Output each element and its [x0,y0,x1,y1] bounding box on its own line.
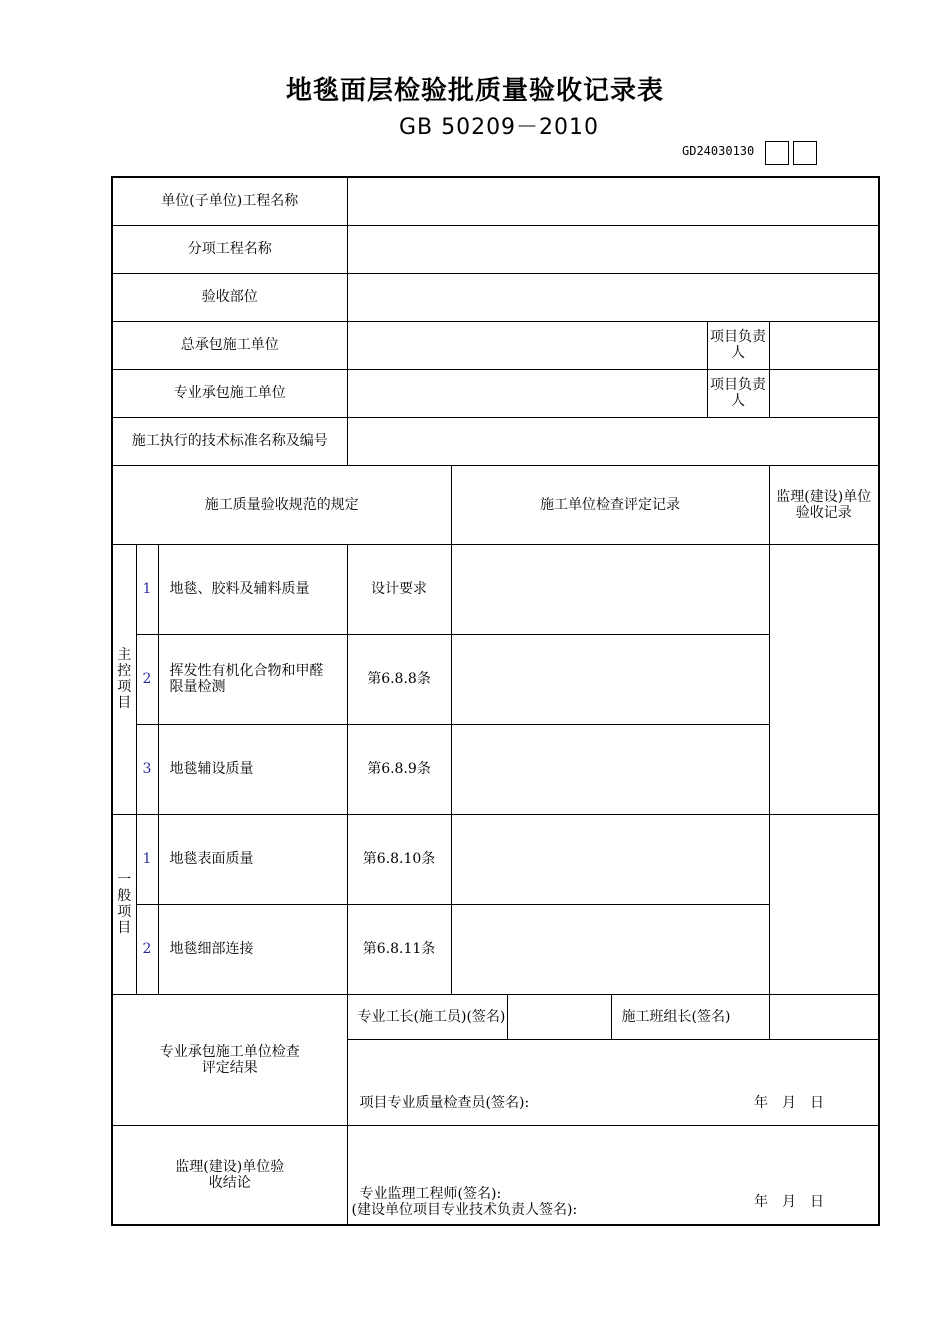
main-item-2-name: 挥发性有机化合物和甲醛限量检测 [158,634,347,724]
main-item-1-num: 1 [136,544,158,634]
label-project-manager-1: 项目负责人 [707,321,769,369]
code-box-2[interactable] [793,141,817,165]
foreman-signature[interactable] [507,994,611,1039]
specialty-contractor-value[interactable] [347,369,707,417]
team-leader-signature[interactable] [769,994,879,1039]
header-spec: 施工质量验收规范的规定 [112,465,451,544]
conclusion-label: 监理(建设)单位验收结论 [112,1125,347,1225]
main-item-3-record[interactable] [451,724,769,814]
team-leader-label: 施工班组长(签名) [611,994,769,1039]
acceptance-part-value[interactable] [347,273,879,321]
project-manager-2-value[interactable] [769,369,879,417]
general-label: 一般项目 [112,814,136,994]
general-item-1-record[interactable] [451,814,769,904]
label-specialty-contractor: 专业承包施工单位 [112,369,347,417]
inspector-label: 项目专业质量检查员(签名): [359,1094,530,1111]
main-item-2-record[interactable] [451,634,769,724]
general-item-1-name: 地毯表面质量 [158,814,347,904]
inspection-form [111,176,880,1226]
label-standard-name: 施工执行的技术标准名称及编号 [112,417,347,465]
inspector-cell[interactable] [347,1039,879,1125]
general-item-2-num: 2 [136,904,158,994]
label-acceptance-part: 验收部位 [112,273,347,321]
main-control-label: 主控项目 [112,544,136,814]
general-item-1-req: 第6.8.10条 [347,814,451,904]
general-contractor-value[interactable] [347,321,707,369]
unit-name-value[interactable] [347,177,879,225]
sub-item-name-value[interactable] [347,225,879,273]
code-box-1[interactable] [765,141,789,165]
label-general-contractor: 总承包施工单位 [112,321,347,369]
general-item-1-num: 1 [136,814,158,904]
main-item-2-num: 2 [136,634,158,724]
result-date: 年 月 日 [754,1094,825,1111]
label-sub-item-name: 分项工程名称 [112,225,347,273]
standard-name-value[interactable] [347,417,879,465]
engineer-label: 专业监理工程师(签名): [359,1186,502,1202]
form-title: 地毯面层检验批质量验收记录表 [285,76,664,106]
result-label: 专业承包施工单位检查评定结果 [112,994,347,1125]
label-project-manager-2: 项目负责人 [707,369,769,417]
main-supervisor-record[interactable] [769,544,879,814]
header-contractor-record: 施工单位检查评定记录 [451,465,769,544]
main-item-3-req: 第6.8.9条 [347,724,451,814]
main-item-2-req: 第6.8.8条 [347,634,451,724]
main-item-3-name: 地毯辅设质量 [158,724,347,814]
main-item-3-num: 3 [136,724,158,814]
label-unit-name: 单位(子单位)工程名称 [112,177,347,225]
general-item-2-name: 地毯细部连接 [158,904,347,994]
standard-code: GB 50209－2010 [398,115,600,140]
conclusion-cell[interactable] [347,1125,879,1225]
owner-label: (建设单位项目专业技术负责人签名): [351,1202,578,1218]
general-supervisor-record[interactable] [769,814,879,994]
foreman-label: 专业工长(施工员)(签名) [347,994,507,1039]
header-supervisor-record: 监理(建设)单位验收记录 [769,465,879,544]
main-item-1-req: 设计要求 [347,544,451,634]
main-item-1-record[interactable] [451,544,769,634]
general-item-2-req: 第6.8.11条 [347,904,451,994]
general-item-2-record[interactable] [451,904,769,994]
main-item-1-name: 地毯、胶料及辅料质量 [158,544,347,634]
form-code: GD24030130 [682,144,755,158]
project-manager-1-value[interactable] [769,321,879,369]
conclusion-date: 年 月 日 [754,1194,825,1210]
